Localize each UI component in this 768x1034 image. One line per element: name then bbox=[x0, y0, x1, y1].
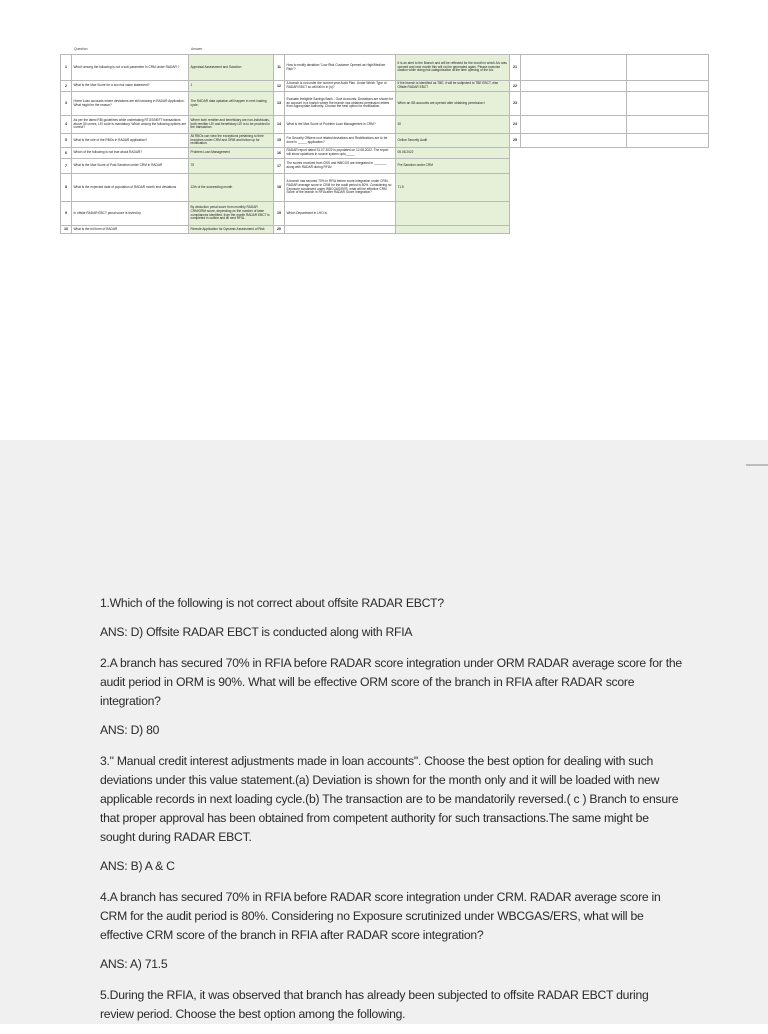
row-number: 20 bbox=[274, 226, 285, 234]
question-cell: What is the role of the RBOs in RADAR application? bbox=[72, 134, 189, 148]
question-cell: Home Loan accounts where deviations are still showing in RADAR Application. What might be the reason? bbox=[72, 92, 189, 116]
answer-cell: 30 bbox=[396, 116, 510, 134]
empty-cell bbox=[627, 174, 709, 202]
empty-cell bbox=[627, 226, 709, 234]
qa-table bbox=[60, 54, 709, 234]
table-row bbox=[61, 174, 709, 202]
answer-cell bbox=[396, 226, 510, 234]
answer-text: ANS: B) A & C bbox=[100, 859, 175, 873]
empty-cell bbox=[521, 148, 627, 159]
answer-cell: All RBOs can view the exceptions pertaining to their branches under CRM and ORM and follow up for rectification. bbox=[189, 134, 274, 148]
question-text: 2.A branch has secured 70% in RFIA before RADAR score integration under ORM RADAR average score for the audit period in ORM is 90%. What will be effective ORM score of the branch in RFIA after RADAR score integration? bbox=[100, 656, 682, 708]
question-text: 4.A branch has secured 70% in RFIA before RADAR score integration under CRM. RADAR average score in CRM for the audit period is 80%. Considering no Exposure scrutinized under WBCGAS/ERS, what will be effective CRM score of the branch in RFIA after RADAR score integration? bbox=[100, 890, 661, 942]
empty-cell bbox=[627, 92, 709, 116]
answer-text: ANS: A) 71.5 bbox=[100, 957, 168, 971]
table-row bbox=[61, 55, 709, 81]
answer-text: ANS: D) 80 bbox=[100, 723, 160, 737]
row-number: 16 bbox=[274, 148, 285, 159]
row-number: 10 bbox=[61, 226, 72, 234]
question-cell: A branch has secured 70% in RFIA before score integration under CRM. RADAR average score in CRM for the audit period is 80%. Considering no Exposure scrutinized under WBCGAS/ERS, what will be effective CRM Score of the branch in RFIA after RADAR Score Integration? bbox=[285, 174, 396, 202]
answer-cell: When an SB accounts are opened after obtaining permission l bbox=[396, 92, 510, 116]
question-cell: What is the Max Score of Problem Loan Management in CRM? bbox=[285, 116, 396, 134]
answer-cell: 05.08.2022 bbox=[396, 148, 510, 159]
row-number bbox=[510, 174, 521, 202]
empty-cell bbox=[627, 116, 709, 134]
empty-cell bbox=[627, 148, 709, 159]
question-cell: RADAR report dated 31.07.2022 is populated on 12.08.2022. The report will show updations in source system upto_____ bbox=[285, 148, 396, 159]
question-header: Question bbox=[74, 47, 88, 51]
table-row bbox=[61, 226, 709, 234]
row-number: 7 bbox=[61, 159, 72, 174]
row-number: 21 bbox=[510, 55, 521, 81]
empty-cell bbox=[521, 55, 627, 81]
question-cell bbox=[285, 226, 396, 234]
row-number: 2 bbox=[61, 81, 72, 92]
row-number: 25 bbox=[510, 134, 521, 148]
row-number: 13 bbox=[274, 92, 285, 116]
empty-cell bbox=[521, 81, 627, 92]
answer-header: Answer bbox=[191, 47, 203, 51]
question-cell: For Security Officers root related deviations and Rectifications are to be done in _____ application? bbox=[285, 134, 396, 148]
row-number bbox=[510, 148, 521, 159]
empty-cell bbox=[521, 174, 627, 202]
question-text: 3." Manual credit interest adjustments made in loan accounts". Choose the best option for dealing with such deviations under this value statement.(a) Deviation is shown for the month only and it will be loaded with new applicable records in next loading cycle.(b) The transaction are to be mandatorily reversed.( c ) Branch to ensure that proper approval has been obtained from competent authority for such transactions.The same might be sought during RADAR EBCT. bbox=[100, 754, 679, 844]
row-number: 24 bbox=[510, 116, 521, 134]
empty-cell bbox=[521, 202, 627, 226]
answer-cell: By deduction penal score from monthly RADAR CRM/ORM score, depending on the number of false compliances identified, from the month RADAR EBCT is completed in outline and till next RFIA. bbox=[189, 202, 274, 226]
row-number bbox=[510, 226, 521, 234]
empty-cell bbox=[521, 226, 627, 234]
empty-cell bbox=[521, 134, 627, 148]
empty-cell bbox=[521, 92, 627, 116]
row-number: 5 bbox=[61, 134, 72, 148]
row-number: 17 bbox=[274, 159, 285, 174]
answer-cell: Pre Sanction under CRM bbox=[396, 159, 510, 174]
answer-cell: It is an alert to the Branch and will be reflected for the month in which A/c was opened and next month this will not be generated again. Please exercise caution while doing risk categorization at the time opening of the A/c bbox=[396, 55, 510, 81]
answer-text: ANS: D) Offsite RADAR EBCT is conducted along with RFIA bbox=[100, 625, 413, 639]
question-cell: How to rectify deviation "Low Risk Customer Opened as High/Medium Risk"? bbox=[285, 55, 396, 81]
spreadsheet-page bbox=[0, 0, 768, 440]
answer-cell: Appraisal Assessment and Sanction bbox=[189, 55, 274, 81]
table-row bbox=[61, 92, 709, 116]
row-number: 14 bbox=[274, 116, 285, 134]
sheet-header bbox=[60, 46, 530, 54]
answer-cell bbox=[396, 202, 510, 226]
row-number: 15 bbox=[274, 134, 285, 148]
answer-cell: Remote Application for Dynamic Assessment of Risk bbox=[189, 226, 274, 234]
question-cell: Which among the following is not a sub parameter in CRM under RADAR ? bbox=[72, 55, 189, 81]
question-cell: In offsite RADAR EBCT penal score is levied by bbox=[72, 202, 189, 226]
question-cell: Which of the following is not true about RADAR? bbox=[72, 148, 189, 159]
empty-cell bbox=[627, 55, 709, 81]
row-number: 4 bbox=[61, 116, 72, 134]
row-number: 3 bbox=[61, 92, 72, 116]
question-cell: Evaluate Ineligible Savings Bank - Govt Accounts: Deviations are shown for an account in a branch where the branch has obtained permission letters from Appropriate Authority. Choose the best option for rectification. bbox=[285, 92, 396, 116]
answer-cell: Online Security Audit bbox=[396, 134, 510, 148]
empty-cell bbox=[521, 116, 627, 134]
question-cell: What is the Max Score of Post Sanction under CRM in RADAR bbox=[72, 159, 189, 174]
empty-cell bbox=[627, 81, 709, 92]
answer-cell: 12th of the succeeding month bbox=[189, 174, 274, 202]
row-number: 6 bbox=[61, 148, 72, 159]
answer-cell: 1 bbox=[189, 81, 274, 92]
row-number: 22 bbox=[510, 81, 521, 92]
question-cell: Which Department in LHO is bbox=[285, 202, 396, 226]
answer-cell: Where both remitter and beneficiary are non-individuals, both remitter LEI and beneficiary LEI is to be provided in the transaction. bbox=[189, 116, 274, 134]
question-cell: As per the latest RBI guidelines while undertaking RTGS/NEFT transactions above 50 crores, LEI code is mandatory. Which among the following options are correct? bbox=[72, 116, 189, 134]
table-row bbox=[61, 81, 709, 92]
row-number: 19 bbox=[274, 202, 285, 226]
empty-cell bbox=[521, 159, 627, 174]
table-row bbox=[61, 159, 709, 174]
row-number: 11 bbox=[274, 55, 285, 81]
question-cell: What is the expected date of population of RADAR month end deviations bbox=[72, 174, 189, 202]
row-number: 18 bbox=[274, 174, 285, 202]
row-number: 1 bbox=[61, 55, 72, 81]
question-cell: What is the full form of RADAR bbox=[72, 226, 189, 234]
answer-cell: If the branch is identified as TBE, it will be subjected to TBE EBCT, else Offsite RADAR EBCT bbox=[396, 81, 510, 92]
row-number: 23 bbox=[510, 92, 521, 116]
answer-cell: Problem Loan Management bbox=[189, 148, 274, 159]
empty-cell bbox=[627, 159, 709, 174]
question-cell: The scores received from OSS and WBCGS are integrated in _______ along with RADAR during RFIA/ bbox=[285, 159, 396, 174]
scanned-page bbox=[0, 440, 768, 1024]
empty-cell bbox=[627, 202, 709, 226]
question-text: 5.During the RFIA, it was observed that branch has already been subjected to offsite RADAR EBCT during review period. Choose the best option among the following. bbox=[100, 988, 649, 1021]
question-text: 1.Which of the following is not correct about offsite RADAR EBCT? bbox=[100, 596, 444, 610]
empty-cell bbox=[627, 134, 709, 148]
answer-cell: 71.5 bbox=[396, 174, 510, 202]
table-row bbox=[61, 116, 709, 134]
question-list bbox=[100, 594, 685, 1034]
row-number: 9 bbox=[61, 202, 72, 226]
table-row bbox=[61, 202, 709, 226]
table-row bbox=[61, 148, 709, 159]
table-row bbox=[61, 134, 709, 148]
answer-cell: 75 bbox=[189, 159, 274, 174]
question-cell: A branch is not under the current year Audit Plan. Under Which Type of RADAR EBCT so will fall in in (s)? bbox=[285, 81, 396, 92]
answer-cell: The RADAR data updation will happen in next loading cycle. bbox=[189, 92, 274, 116]
row-number bbox=[510, 159, 521, 174]
question-cell: What is the Max Score for a low risk value statement? bbox=[72, 81, 189, 92]
row-number: 12 bbox=[274, 81, 285, 92]
row-number bbox=[510, 202, 521, 226]
page-edge-mark bbox=[746, 464, 768, 466]
row-number: 8 bbox=[61, 174, 72, 202]
